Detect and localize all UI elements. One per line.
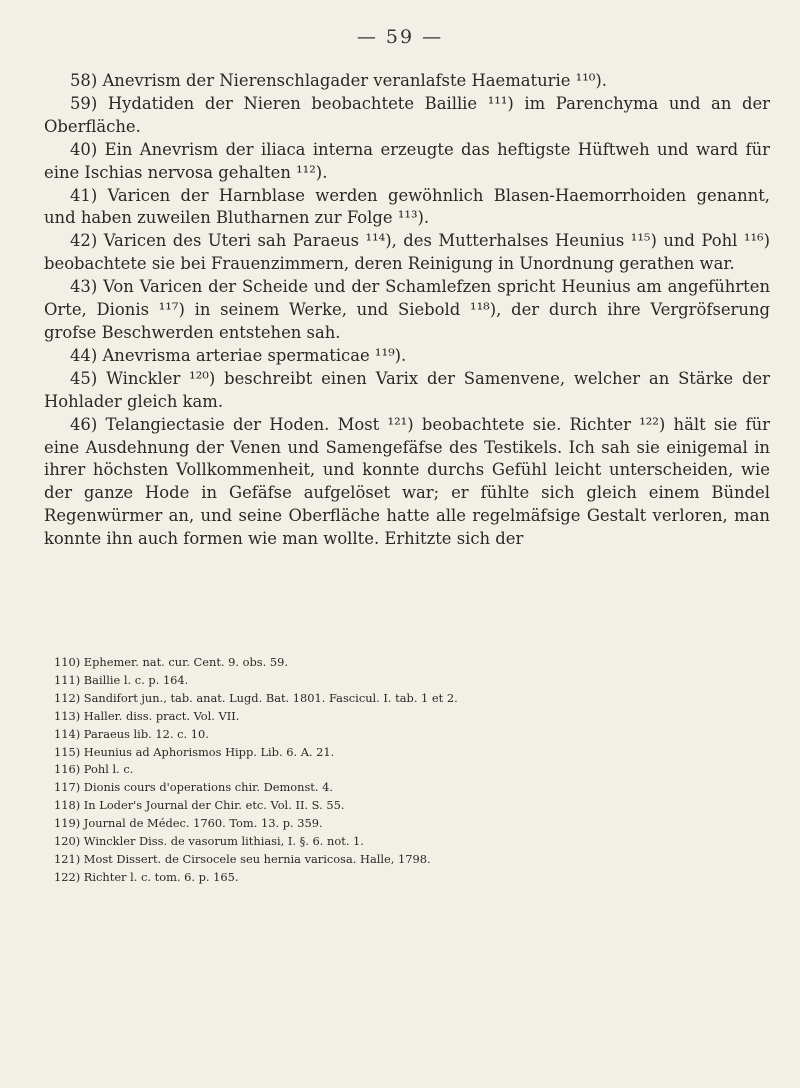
footnote: 112) Sandifort jun., tab. anat. Lugd. Bat. 1801. Fascicul. I. tab. 1 et 2. xyxy=(54,690,458,705)
footnote: 121) Most Dissert. de Cirsocele seu hernia varicosa. Halle, 1798. xyxy=(54,851,431,866)
paragraph: 40) Ein Anevrism der iliaca interna erzeugte das heftigste Hüftweh und ward für eine Ischias nervosa gehalten ¹¹²). xyxy=(44,139,770,182)
footnote: 117) Dionis cours d'operations chir. Demonst. 4. xyxy=(54,780,333,795)
footnote: 115) Heunius ad Aphorismos Hipp. Lib. 6. A. 21. xyxy=(54,744,335,759)
paragraph: 43) Von Varicen der Scheide und der Schamlefzen spricht Heunius am angeführten Orte, Dionis ¹¹⁷) in seinem Werke, und Siebold ¹¹⁸), der durch ihre Vergröfserung grofse Beschwerden entstehen sah. xyxy=(44,277,770,342)
footnote: 122) Richter l. c. tom. 6. p. 165. xyxy=(54,869,239,884)
footnote: 114) Paraeus lib. 12. c. 10. xyxy=(54,726,209,741)
footnote: 119) Journal de Médec. 1760. Tom. 13. p. 359. xyxy=(54,816,323,831)
footnote: 113) Haller. diss. pract. Vol. VII. xyxy=(54,708,240,723)
paragraph: 44) Anevrisma arteriae spermaticae ¹¹⁹). xyxy=(70,345,407,365)
footnote: 118) In Loder's Journal der Chir. etc. Vol. II. S. 55. xyxy=(54,798,345,813)
footnote: 111) Baillie l. c. p. 164. xyxy=(54,672,189,687)
footnotes xyxy=(54,654,754,887)
paragraph: 59) Hydatiden der Nieren beobachtete Baillie ¹¹¹) im Parenchyma und an der Oberfläche. xyxy=(44,93,770,136)
paragraph: 45) Winckler ¹²⁰) beschreibt einen Varix der Samenvene, welcher an Stärke der Hohlader gleich kam. xyxy=(44,368,770,411)
page-number: — 59 — xyxy=(356,26,444,48)
paragraph: 58) Anevrism der Nierenschlagader veranlafste Haematurie ¹¹⁰). xyxy=(70,71,607,90)
footnote: 120) Winckler Diss. de vasorum lithiasi, I. §. 6. not. 1. xyxy=(54,834,364,849)
paragraph: 42) Varicen des Uteri sah Paraeus ¹¹⁴), des Mutterhalses Heunius ¹¹⁵) und Pohl ¹¹⁶) beobachtete sie bei Frauenzimmern, deren Reinigung in Unordnung gerathen war. xyxy=(44,231,770,274)
footnote: 116) Pohl l. c. xyxy=(54,762,134,777)
main-text xyxy=(44,70,770,551)
paragraph: 41) Varicen der Harnblase werden gewöhnlich Blasen-Haemorrhoiden genannt, und haben zuweilen Blutharnen zur Folge ¹¹³). xyxy=(44,185,770,228)
footnote: 110) Ephemer. nat. cur. Cent. 9. obs. 59. xyxy=(54,655,289,669)
paragraph: 46) Telangiectasie der Hoden. Most ¹²¹) beobachtete sie. Richter ¹²²) hält sie für eine Ausdehnung der Venen und Samengefäfse des Testikels. Ich sah sie einigemal in ihrer höchsten Vollkommenheit, und konnte durchs Gefühl leicht unterscheiden, wie der ganze Hode in Gefäfse aufgelöset war; er fühlte sich gleich einem Bündel Regenwürmer an, und seine Oberfläche hatte alle regelmäfsige Gestalt verloren, man konnte ihn auch formen wie man wollte. Erhitzte sich der xyxy=(44,414,770,549)
